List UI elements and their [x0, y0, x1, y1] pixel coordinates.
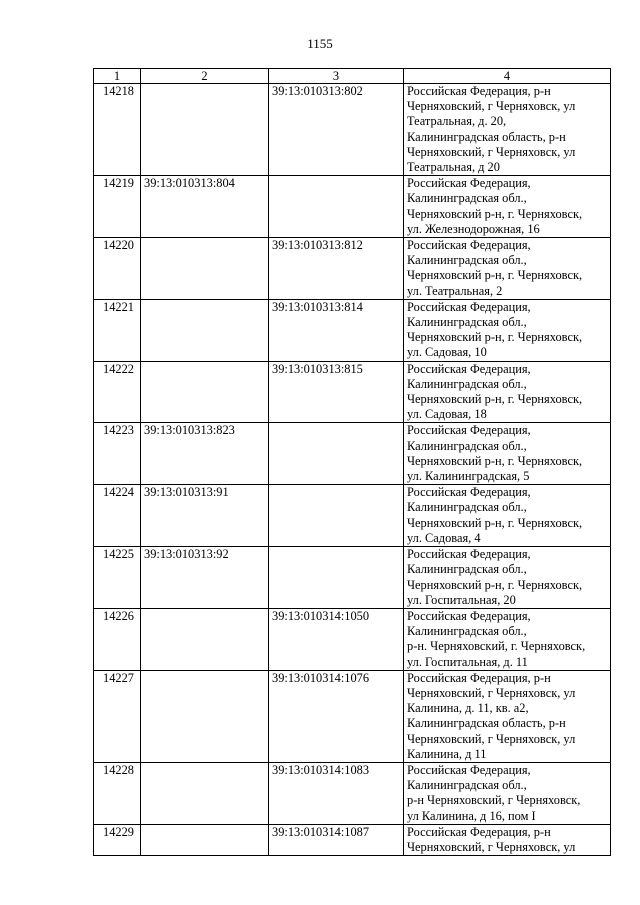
address-line: Российская Федерация, — [407, 299, 531, 314]
address-line: Черняховский, г Черняховск, ул — [407, 99, 576, 114]
row-number: 14228 — [94, 762, 141, 824]
address-line: Российская Федерация, — [407, 423, 531, 438]
column-header: 1 — [94, 69, 141, 84]
address-line: ул. Госпитальная, 20 — [407, 592, 516, 607]
cadastral-number-col3 — [269, 423, 404, 485]
table-body — [94, 84, 611, 856]
address-line: Калинина, д. 11, кв. а2, — [407, 701, 529, 716]
cadastral-number-col2: 39:13:010313:91 — [141, 485, 269, 547]
address-line: Российская Федерация, р-н — [407, 84, 551, 98]
address-line: Черняховский р-н, г. Черняховск, — [407, 515, 583, 530]
address-line: Калинина, д 11 — [407, 746, 487, 761]
table-row — [94, 547, 611, 609]
cadastral-number-col2 — [141, 670, 269, 762]
row-number: 14219 — [94, 176, 141, 238]
table-row — [94, 84, 611, 176]
address-cell — [404, 176, 611, 238]
cadastral-number-col3: 39:13:010313:814 — [269, 299, 404, 361]
cadastral-number-col3 — [269, 176, 404, 238]
address-line: Черняховский р-н, г. Черняховск, — [407, 206, 583, 221]
address-line: Калининградская обл., — [407, 778, 527, 793]
row-number: 14221 — [94, 299, 141, 361]
address-cell — [404, 824, 611, 855]
address-cell — [404, 670, 611, 762]
cadastral-number-col3: 39:13:010313:812 — [269, 238, 404, 300]
address-line: Черняховский, г Черняховск, ул — [407, 685, 576, 700]
table-row — [94, 299, 611, 361]
cadastral-number-col3 — [269, 547, 404, 609]
row-number: 14218 — [94, 84, 141, 176]
column-header: 3 — [269, 69, 404, 84]
cadastral-number-col2: 39:13:010313:92 — [141, 547, 269, 609]
address-line: Российская Федерация, — [407, 608, 531, 623]
address-cell — [404, 361, 611, 423]
cadastral-number-col3: 39:13:010314:1087 — [269, 824, 404, 855]
address-line: Калининградская обл., — [407, 562, 527, 577]
address-line: Российская Федерация, — [407, 485, 531, 500]
cadastral-number-col3: 39:13:010313:802 — [269, 84, 404, 176]
row-number: 14227 — [94, 670, 141, 762]
address-line: ул. Театральная, 2 — [407, 283, 503, 298]
table-row — [94, 824, 611, 855]
address-line: Российская Федерация, — [407, 547, 531, 562]
address-line: Калининградская обл., — [407, 191, 527, 206]
address-line: Черняховский р-н, г. Черняховск, — [407, 330, 583, 345]
address-cell — [404, 423, 611, 485]
address-line: Калининградская обл., — [407, 376, 527, 391]
address-line: ул. Садовая, 10 — [407, 345, 487, 360]
row-number: 14224 — [94, 485, 141, 547]
address-line: ул. Железнодорожная, 16 — [407, 221, 540, 236]
cadastral-number-col3: 39:13:010314:1083 — [269, 762, 404, 824]
table-row — [94, 238, 611, 300]
address-cell — [404, 84, 611, 176]
address-line: Калининградская область, р-н — [407, 129, 566, 144]
table-row — [94, 485, 611, 547]
table-row — [94, 670, 611, 762]
address-line: Калининградская обл., — [407, 253, 527, 268]
cadastral-number-col2 — [141, 762, 269, 824]
address-line: ул Калинина, д 16, пом I — [407, 808, 536, 823]
table-row — [94, 608, 611, 670]
column-header: 4 — [404, 69, 611, 84]
address-line: Калининградская обл., — [407, 624, 527, 639]
cadastral-number-col2 — [141, 608, 269, 670]
address-cell — [404, 299, 611, 361]
cadastral-number-col3 — [269, 485, 404, 547]
cadastral-number-col2: 39:13:010313:823 — [141, 423, 269, 485]
cadastral-number-col2: 39:13:010313:804 — [141, 176, 269, 238]
row-number: 14226 — [94, 608, 141, 670]
address-line: Российская Федерация, — [407, 361, 531, 376]
address-line: Российская Федерация, р-н — [407, 824, 551, 839]
cadastral-number-col2 — [141, 84, 269, 176]
address-cell — [404, 238, 611, 300]
column-header: 2 — [141, 69, 269, 84]
address-line: Черняховский, г Черняховск, ул — [407, 144, 576, 159]
address-cell — [404, 547, 611, 609]
cadastral-number-col2 — [141, 361, 269, 423]
address-line: р-н Черняховский, г Черняховск, — [407, 793, 581, 808]
address-line: Российская Федерация, р-н — [407, 670, 551, 685]
cadastral-number-col3: 39:13:010314:1050 — [269, 608, 404, 670]
row-number: 14223 — [94, 423, 141, 485]
table-header-row — [94, 69, 611, 84]
cadastral-number-col3: 39:13:010313:815 — [269, 361, 404, 423]
address-line: Калининградская обл., — [407, 315, 527, 330]
address-cell — [404, 608, 611, 670]
address-line: Российская Федерация, — [407, 176, 531, 191]
address-line: ул. Госпитальная, д. 11 — [407, 654, 528, 669]
row-number: 14222 — [94, 361, 141, 423]
cadastral-number-col2 — [141, 299, 269, 361]
address-line: Черняховский р-н, г. Черняховск, — [407, 268, 583, 283]
address-line: ул. Садовая, 18 — [407, 407, 487, 422]
address-line: Черняховский р-н, г. Черняховск, — [407, 577, 583, 592]
address-line: Черняховский р-н, г. Черняховск, — [407, 392, 583, 407]
address-cell — [404, 485, 611, 547]
address-line: Калининградская обл., — [407, 438, 527, 453]
address-cell — [404, 762, 611, 824]
address-line: Калининградская обл., — [407, 500, 527, 515]
table-row — [94, 176, 611, 238]
address-line: Российская Федерация, — [407, 238, 531, 253]
row-number: 14225 — [94, 547, 141, 609]
address-line: Калининградская область, р-н — [407, 716, 566, 731]
table-row — [94, 762, 611, 824]
address-line: ул. Калининградская, 5 — [407, 469, 530, 484]
address-line: Черняховский, г Черняховск, ул — [407, 731, 576, 746]
address-line: Российская Федерация, — [407, 762, 531, 777]
table-row — [94, 361, 611, 423]
address-line: Театральная, д 20 — [407, 160, 500, 175]
table-row — [94, 423, 611, 485]
address-line: Черняховский, г Черняховск, ул — [407, 839, 576, 854]
registry-table — [93, 68, 611, 856]
cadastral-number-col3: 39:13:010314:1076 — [269, 670, 404, 762]
page-number: 1155 — [307, 36, 333, 51]
address-line: р-н. Черняховский, г. Черняховск, — [407, 639, 586, 654]
row-number: 14220 — [94, 238, 141, 300]
address-line: ул. Садовая, 4 — [407, 530, 481, 545]
cadastral-number-col2 — [141, 238, 269, 300]
row-number: 14229 — [94, 824, 141, 855]
cadastral-number-col2 — [141, 824, 269, 855]
address-line: Театральная, д. 20, — [407, 114, 507, 129]
address-line: Черняховский р-н, г. Черняховск, — [407, 453, 583, 468]
